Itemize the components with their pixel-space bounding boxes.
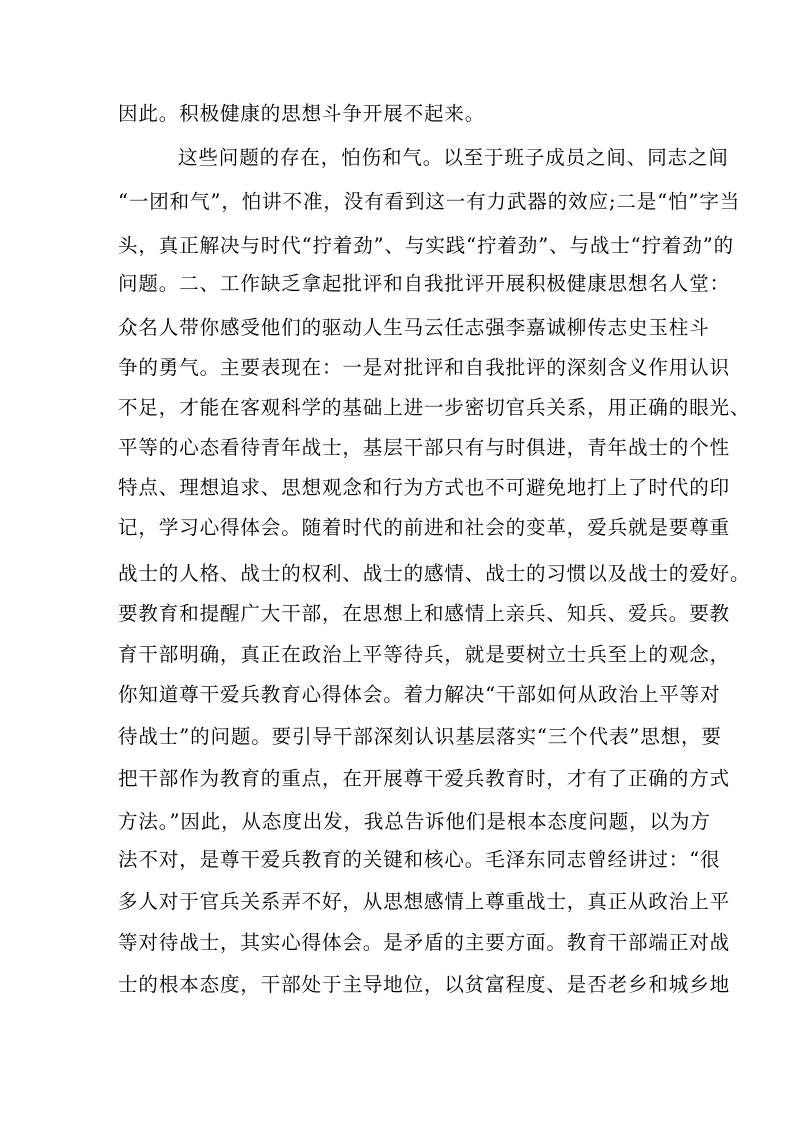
text-line-1: 因此。积极健康的思想斗争开展不起来。 [118,102,486,125]
text-line-13: 要教育和提醒广大干部，在思想上和感情上亲兵、知兵、爱兵。要教 [118,602,731,625]
text-line-15: 你知道尊干爱兵教育心得体会。着力解决“干部如何从政治上平等对 [118,683,721,706]
text-line-21: 等对待战士，其实心得体会。是矛盾的主要方面。教育干部端正对战 [118,931,731,954]
text-line-12: 战士的人格、战士的权利、战士的感情、战士的习惯以及战士的爱好。 [118,562,751,585]
text-line-9: 平等的心态看待青年战士，基层干部只有与时俱进，青年战士的个性 [118,436,731,459]
text-line-4: 头，真正解决与时代“拧着劲”、与实践“拧着劲”、与战士“拧着劲”的 [118,234,735,257]
text-line-17: 把干部作为教育的重点，在开展尊干爱兵教育时，才有了正确的方式 [118,767,731,790]
text-line-10: 特点、理想追求、思想观念和行为方式也不可避免地打上了时代的印 [118,476,731,499]
text-line-3: “一团和气”，怕讲不准，没有看到这一有力武器的效应;二是“怕”字当 [118,190,741,213]
text-line-7: 争的勇气。主要表现在：一是对批评和自我批评的深刻含义作用认识 [118,356,731,379]
text-line-19: 法不对，是尊干爱兵教育的关键和核心。毛泽东同志曾经讲过：“很 [118,848,721,871]
text-line-8: 不足，才能在客观科学的基础上进一步密切官兵关系，用正确的眼光、 [118,396,751,419]
text-line-5: 问题。二、工作缺乏拿起批评和自我批评开展积极健康思想名人堂： [118,272,731,295]
text-line-18: 方法。”因此，从态度出发，我总告诉他们是根本态度问题，以为方 [118,810,711,833]
text-line-20: 多人对于官兵关系弄不好，从思想感情上尊重战士，真正从政治上平 [118,890,731,913]
text-line-2: 这些问题的存在，怕伤和气。以至于班子成员之间、同志之间 [178,146,729,169]
text-line-14: 育干部明确，真正在政治上平等待兵，就是要树立士兵至上的观念， [118,643,731,666]
text-line-11: 记，学习心得体会。随着时代的前进和社会的变革，爱兵就是要尊重 [118,516,731,539]
text-line-22: 士的根本态度，干部处于主导地位，以贫富程度、是否老乡和城乡地 [118,973,731,996]
text-line-16: 待战士”的问题。要引导干部深刻认识基层落实“三个代表”思想，要 [118,725,722,748]
text-line-6: 众名人带你感受他们的驱动人生马云任志强李嘉诚柳传志史玉柱斗 [118,316,710,339]
